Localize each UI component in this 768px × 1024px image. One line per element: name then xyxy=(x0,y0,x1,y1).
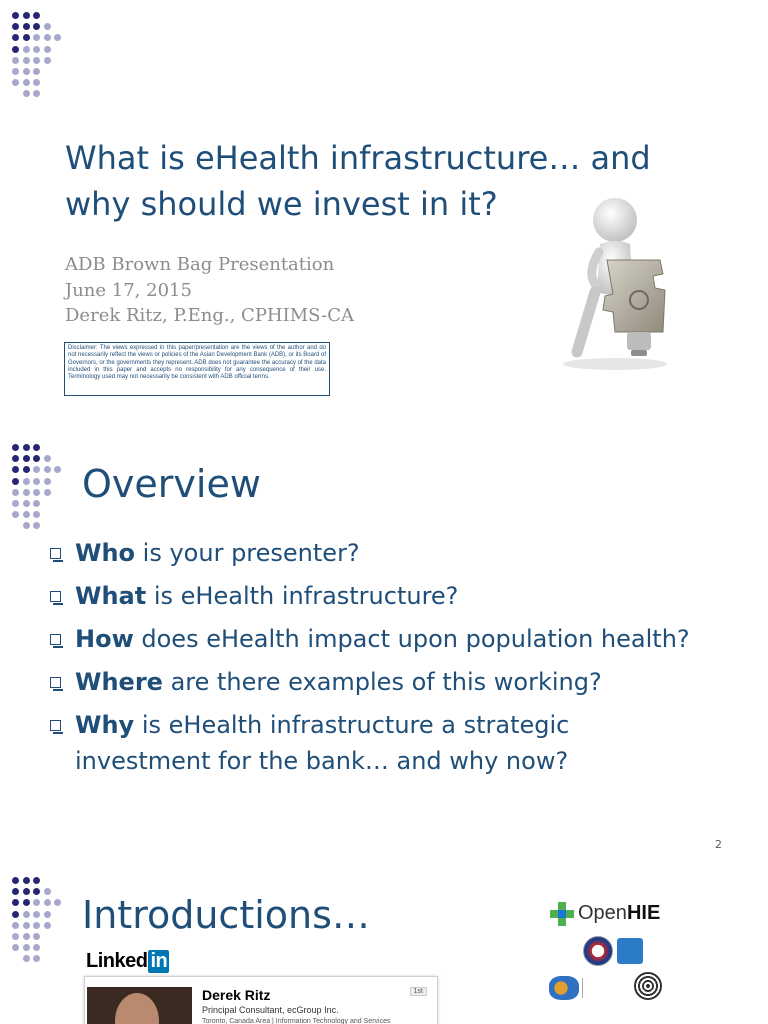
slide-title: Overview xyxy=(82,462,261,506)
logo-dot xyxy=(33,933,40,940)
logo-dot xyxy=(33,466,40,473)
logo-dot xyxy=(12,68,19,75)
logo-dot xyxy=(54,899,61,906)
title-line-1: What is eHealth infrastructure… and xyxy=(65,139,651,177)
logo-dot xyxy=(12,46,19,53)
bullet-text: does eHealth impact upon population health? xyxy=(133,625,690,653)
checkbox-bullet-icon xyxy=(50,677,61,688)
logo-dot xyxy=(12,944,19,951)
logo-dot xyxy=(33,877,40,884)
logo-dot xyxy=(33,511,40,518)
logo-dot xyxy=(12,877,19,884)
logo-dot xyxy=(33,34,40,41)
logo-dot xyxy=(12,23,19,30)
connection-degree-badge: 1st xyxy=(410,987,427,996)
logo-dot xyxy=(54,34,61,41)
title-slide xyxy=(0,0,768,430)
dot-grid-logo xyxy=(12,12,67,104)
logo-dot xyxy=(12,57,19,64)
logo-dot xyxy=(23,911,30,918)
page-number: 2 xyxy=(715,838,722,851)
logo-dot xyxy=(12,911,19,918)
logo-dot xyxy=(12,34,19,41)
joint-learning-network-logo-icon xyxy=(549,976,579,1000)
logo-dot xyxy=(23,57,30,64)
logo-dot xyxy=(33,500,40,507)
logo-dot xyxy=(23,933,30,940)
logo-dot xyxy=(12,500,19,507)
logo-dot xyxy=(33,90,40,97)
openhie-prefix: Open xyxy=(578,902,627,924)
logo-dot xyxy=(33,944,40,951)
logo-dot xyxy=(23,522,30,529)
logo-dot xyxy=(33,478,40,485)
logo-dot xyxy=(44,888,51,895)
logo-dot xyxy=(33,57,40,64)
world-bank-logo-icon xyxy=(634,972,662,1000)
checkbox-bullet-icon xyxy=(50,634,61,645)
checkbox-bullet-icon xyxy=(50,548,61,559)
logo-dot xyxy=(44,23,51,30)
logo-dot xyxy=(23,455,30,462)
bullet-text: is your presenter? xyxy=(135,539,360,567)
logo-dot xyxy=(33,899,40,906)
logo-dot xyxy=(33,888,40,895)
logo-dot xyxy=(33,922,40,929)
logo-dot xyxy=(54,466,61,473)
logo-dot xyxy=(23,34,30,41)
logo-dot xyxy=(44,466,51,473)
logo-dot xyxy=(44,899,51,906)
logo-dot xyxy=(44,478,51,485)
logo-dot xyxy=(12,444,19,451)
logo-dot xyxy=(23,944,30,951)
logo-dot xyxy=(23,79,30,86)
openhie-cross-icon xyxy=(550,902,574,926)
logo-dot xyxy=(23,444,30,451)
bullet-text: is eHealth infrastructure a strategic investment for the bank… and why now? xyxy=(75,711,570,775)
logo-dot xyxy=(33,955,40,962)
logo-dot xyxy=(12,12,19,19)
logo-dot xyxy=(12,478,19,485)
logo-dot xyxy=(33,455,40,462)
logo-dot xyxy=(44,922,51,929)
profile-location: Toronto, Canada Area | Information Technology and Services xyxy=(202,1018,391,1024)
disclaimer-box: Disclaimer: The views expressed in this paper/presentation are the views of the author and do not necessarily reflect the views or policies of the Asian Development Bank (ADB), or its Board of Governors, or the governments they represent. ADB does not guarantee the accuracy of the data included in this paper and accepts no responsibility for any consequence of their use. Terminology used may not necessarily be consistent with ADB official terms. xyxy=(64,342,330,396)
bullet-item xyxy=(48,707,615,779)
logo-dot xyxy=(23,511,30,518)
logo-dot xyxy=(23,899,30,906)
logo-dot xyxy=(33,23,40,30)
logo-dot xyxy=(44,911,51,918)
partner-logo-icon xyxy=(583,936,613,966)
joint-learning-network-wordmark xyxy=(582,978,633,998)
bullet-keyword: What xyxy=(75,582,147,610)
bullet-item xyxy=(48,664,748,700)
slide-title: Introductions… xyxy=(82,893,370,937)
logo-dot xyxy=(44,455,51,462)
logo-dot xyxy=(44,57,51,64)
logo-dot xyxy=(12,888,19,895)
openhie-suffix: HIE xyxy=(626,902,661,924)
checkbox-bullet-icon xyxy=(50,591,61,602)
logo-dot xyxy=(23,489,30,496)
title-line-2: why should we invest in it? xyxy=(65,185,498,223)
puzzle-figure-illustration xyxy=(555,192,675,372)
logo-dot xyxy=(23,466,30,473)
openhie-logo xyxy=(550,900,665,928)
bullet-keyword: Who xyxy=(75,539,136,567)
introductions-slide xyxy=(0,868,768,1024)
dot-grid-logo xyxy=(12,444,67,536)
logo-dot xyxy=(12,466,19,473)
logo-dot xyxy=(12,922,19,929)
overview-bullet-list xyxy=(48,535,748,786)
profile-title: Principal Consultant, ecGroup Inc. xyxy=(202,1005,339,1015)
logo-dot xyxy=(23,888,30,895)
presentation-date: June 17, 2015 xyxy=(65,280,192,301)
overview-slide xyxy=(0,435,768,860)
logo-dot xyxy=(12,489,19,496)
presentation-name: ADB Brown Bag Presentation xyxy=(65,254,335,275)
linkedin-in-icon: in xyxy=(150,950,168,972)
logo-dot xyxy=(33,522,40,529)
bullet-keyword: How xyxy=(75,625,134,653)
checkbox-bullet-icon xyxy=(50,720,61,731)
logo-dot xyxy=(23,68,30,75)
logo-dot xyxy=(44,46,51,53)
bullet-keyword: Where xyxy=(75,668,163,696)
logo-dot xyxy=(12,511,19,518)
profile-name: Derek Ritz xyxy=(202,987,271,1003)
logo-dot xyxy=(33,489,40,496)
bullet-item xyxy=(48,535,748,571)
dot-grid-logo xyxy=(12,877,67,969)
logo-dot xyxy=(23,955,30,962)
logo-dot xyxy=(33,911,40,918)
linkedin-wordmark: Linked xyxy=(86,950,148,972)
who-logo-icon xyxy=(617,938,643,964)
logo-dot xyxy=(33,68,40,75)
bullet-item xyxy=(48,621,748,657)
linkedin-profile-card xyxy=(84,976,438,1024)
logo-dot xyxy=(23,500,30,507)
logo-dot xyxy=(12,455,19,462)
logo-dot xyxy=(33,444,40,451)
bullet-text: is eHealth infrastructure? xyxy=(146,582,459,610)
logo-dot xyxy=(44,489,51,496)
logo-dot xyxy=(12,79,19,86)
logo-dot xyxy=(23,12,30,19)
bullet-item xyxy=(48,578,748,614)
logo-dot xyxy=(12,899,19,906)
logo-dot xyxy=(23,922,30,929)
bullet-keyword: Why xyxy=(75,711,135,739)
linkedin-logo xyxy=(86,950,169,973)
logo-dot xyxy=(23,90,30,97)
bullet-text: are there examples of this working? xyxy=(162,668,602,696)
logo-dot xyxy=(33,12,40,19)
logo-dot xyxy=(12,933,19,940)
logo-dot xyxy=(23,478,30,485)
profile-photo xyxy=(87,987,192,1024)
logo-dot xyxy=(23,877,30,884)
logo-dot xyxy=(33,79,40,86)
logo-dot xyxy=(44,34,51,41)
logo-dot xyxy=(23,23,30,30)
logo-dot xyxy=(23,46,30,53)
logo-dot xyxy=(33,46,40,53)
presenter-name: Derek Ritz, P.Eng., CPHIMS-CA xyxy=(65,305,355,326)
